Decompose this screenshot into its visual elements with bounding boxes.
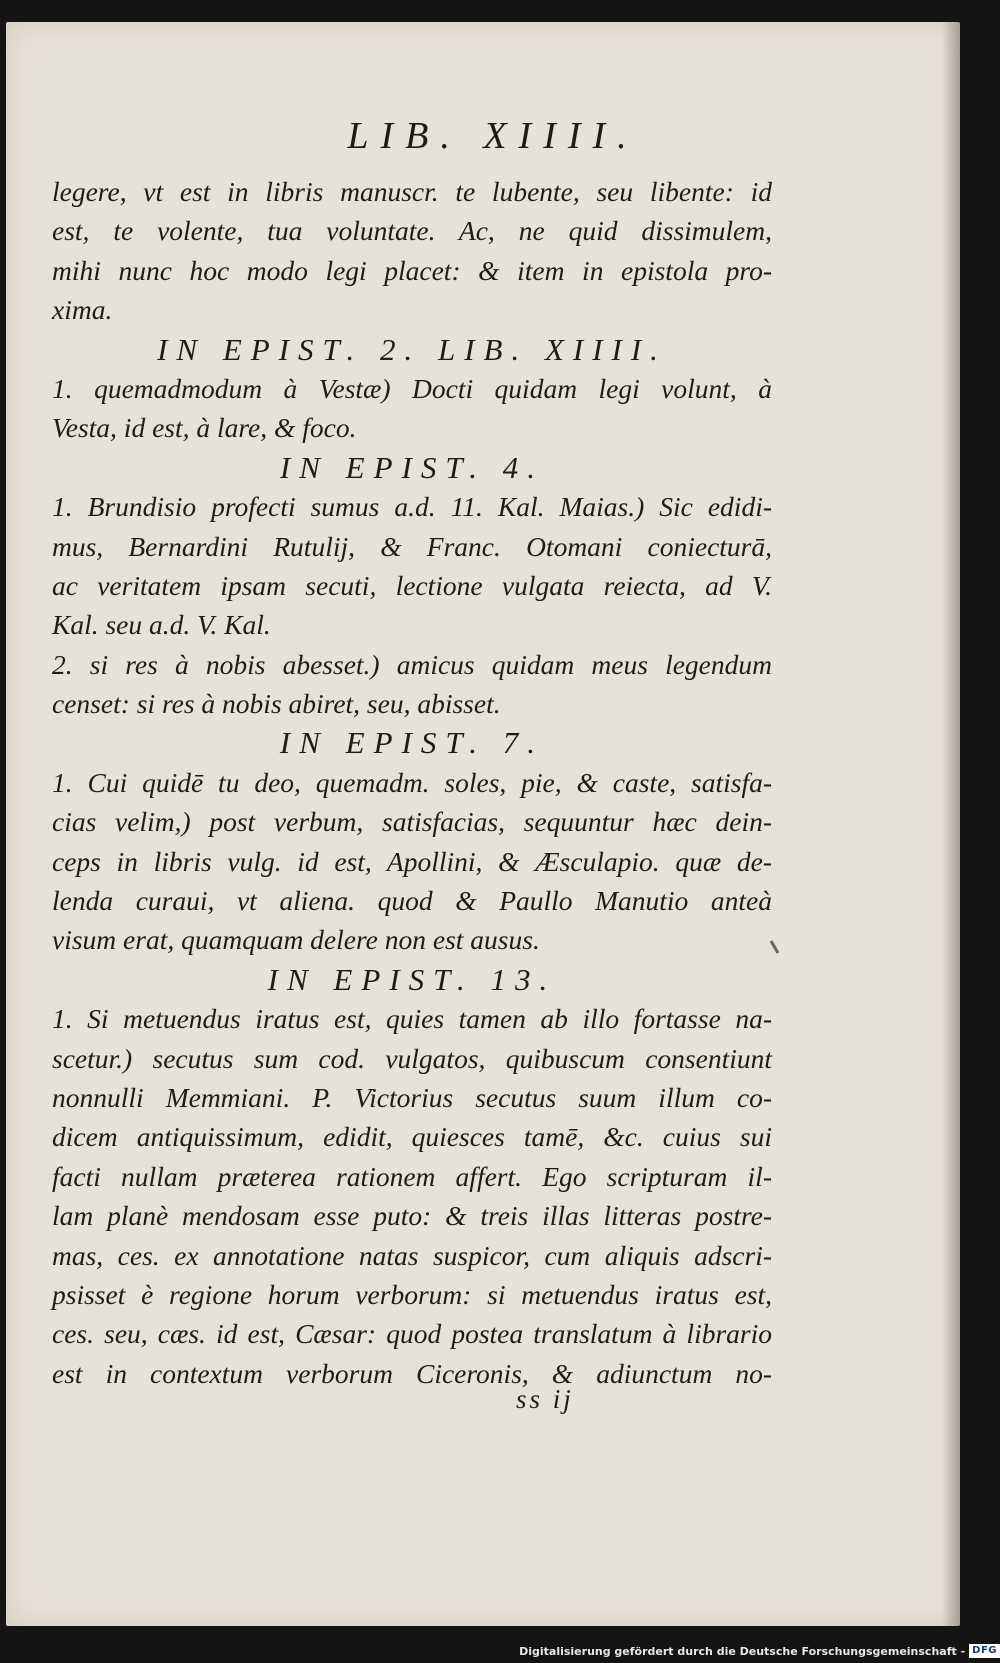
section-heading: IN EPIST. 13. [267,961,557,997]
text-line: ces. seu, cæs. id est, Cæsar: quod postea translatum à librario [52,1318,772,1350]
text-line: mas, ces. ex annotatione natas suspicor, cum aliquis adscri- [52,1239,772,1271]
text-line: 1. Cui quidē tu deo, quemadm. soles, pie, & caste, satisfa- [52,766,772,798]
section-heading: IN EPIST. 2. LIB. XIIII. [157,331,667,367]
text-line: est in contextum verborum Ciceronis, & adiunctum no- [52,1357,772,1389]
dfg-logo: DFG [969,1644,1000,1658]
text-line: 2. si res à nobis abesset.) amicus quidam meus legendum [52,648,772,680]
text-line: censet: si res à nobis abiret, seu, abisset. [52,688,501,720]
text-line: cias velim,) post verbum, satisfacias, sequuntur hæc dein- [52,806,772,838]
text-line: 1. Brundisio profecti sumus a.d. 11. Kal. Maias.) Sic edidi- [52,491,772,523]
digitization-footer [519,1642,1000,1660]
text-line: lam planè mendosam esse puto: & treis illas litteras postre- [52,1200,772,1232]
text-line: 1. Si metuendus iratus est, quies tamen ab illo fortasse na- [52,1003,772,1035]
signature-mark: ss ij [516,1384,574,1414]
book-page [6,22,960,1626]
text-line: legere, vt est in libris manuscr. te lubente, seu libente: id [52,176,772,207]
text-line: scetur.) secutus sum cod. vulgatos, quibuscum consentiunt [52,1042,772,1074]
text-line: xima. [52,294,113,326]
text-line: dicem antiquissimum, edidit, quiesces tamē, &c. cuius sui [52,1121,772,1153]
text-line: mus, Bernardini Rutulij, & Franc. Otomani coniecturā, [52,530,772,562]
text-line: lenda curaui, vt aliena. quod & Paullo Manutio anteà [52,885,772,917]
running-head: LIB. XIIII. [347,115,639,157]
section-heading: IN EPIST. 7. [279,725,545,761]
text-line: Vesta, id est, à lare, & foco. [52,412,357,444]
text-line: ceps in libris vulg. id est, Apollini, & Æsculapio. quæ de- [52,845,772,877]
text-line: psisset è regione horum verborum: si metuendus iratus est, [52,1278,772,1310]
footer-credit: Digitalisierung gefördert durch die Deutsche Forschungsgemeinschaft - [519,1644,966,1658]
text-line: est, te volente, tua voluntate. Ac, ne quid dissimulem, [52,215,772,247]
text-line: nonnulli Memmiani. P. Victorius secutus suum illum co- [52,1081,772,1113]
section-heading: IN EPIST. 4. [279,449,545,485]
text-line: 1. quemadmodum à Vestæ) Docti quidam legi volunt, à [52,372,772,404]
page-text [52,172,772,1393]
text-line: Kal. seu a.d. V. Kal. [52,609,271,641]
text-line: ac veritatem ipsam secuti, lectione vulgata reiecta, ad V. [52,569,772,601]
text-line: visum erat, quamquam delere non est ausus. [52,924,540,956]
text-line: mihi nunc hoc modo legi placet: & item in epistola pro- [52,254,772,286]
text-line: facti nullam præterea rationem affert. Ego scripturam il- [52,1160,772,1192]
